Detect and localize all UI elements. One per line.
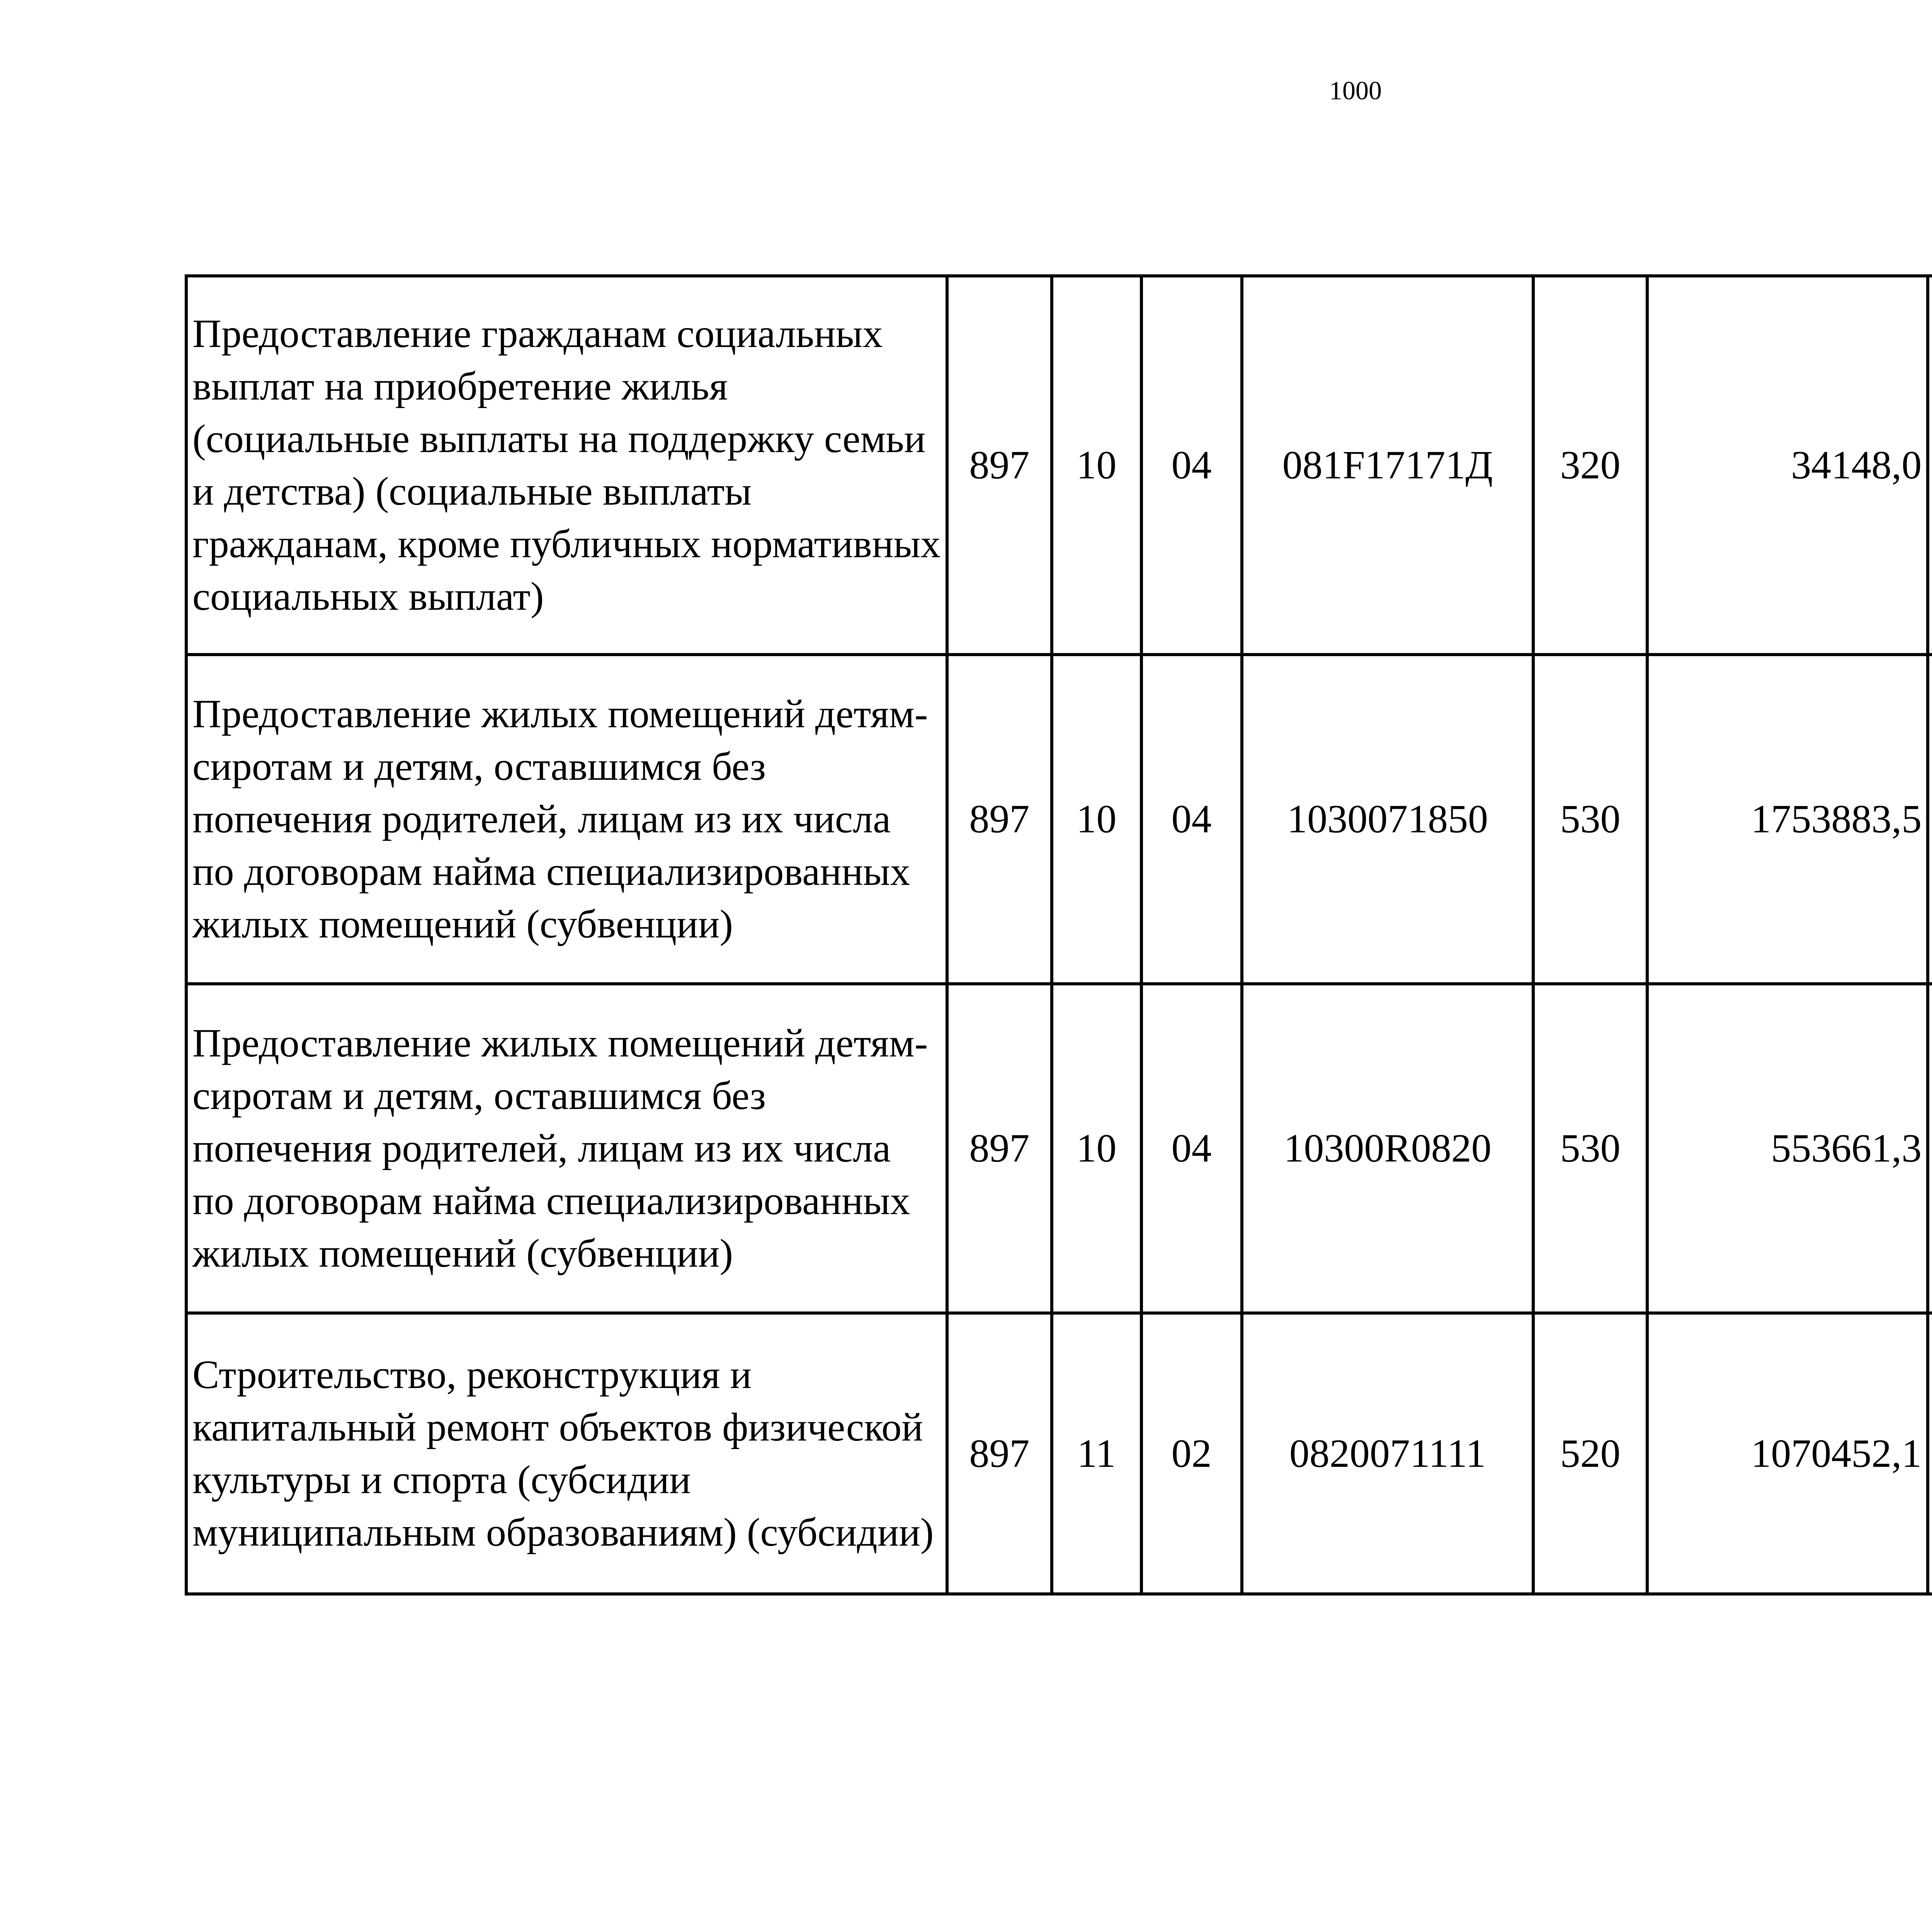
amount-year-1-cell: 1070452,1: [1647, 1313, 1928, 1594]
expense-type-cell: 530: [1533, 655, 1647, 984]
section-code-cell: 10: [1052, 655, 1141, 984]
target-article-cell: 1030071850: [1242, 655, 1534, 984]
amount-year-2-cell: [1928, 655, 1932, 984]
subsection-code-cell: 04: [1141, 276, 1242, 655]
subsection-code-cell: 02: [1141, 1313, 1242, 1594]
target-article-cell: 081F17171Д: [1242, 276, 1534, 655]
ministry-code-cell: 897: [947, 1313, 1051, 1594]
amount-year-1-cell: 34148,0: [1647, 276, 1928, 655]
expense-type-cell: 320: [1533, 276, 1647, 655]
table-row: [186, 984, 1932, 1313]
expense-type-cell: 530: [1533, 984, 1647, 1313]
expense-name-cell: Предоставление гражданам социальных выплат на приобретение жилья (социальные выплаты на поддержку семьи и детства) (социальные выплаты гражданам, кроме публичных нормативных социальных выплат): [186, 276, 947, 655]
budget-table: [185, 274, 1932, 1596]
subsection-code-cell: 04: [1141, 655, 1242, 984]
ministry-code-cell: 897: [947, 984, 1051, 1313]
expense-name-cell: Строительство, реконструкция и капитальный ремонт объектов физической культуры и спорта (субсидии муниципальным образованиям) (субсидии): [186, 1313, 947, 1594]
table-row: [186, 276, 1932, 655]
page-number: 1000: [1329, 76, 1382, 105]
table-row: [186, 1313, 1932, 1594]
subsection-code-cell: 04: [1141, 984, 1242, 1313]
ministry-code-cell: 897: [947, 276, 1051, 655]
target-article-cell: 10300R0820: [1242, 984, 1534, 1313]
amount-year-2-cell: [1928, 1313, 1932, 1594]
expense-name-cell: Предоставление жилых помещений детям-сиротам и детям, оставшимся без попечения родителей, лицам из их числа по договорам найма специализированных жилых помещений (субвенции): [186, 655, 947, 984]
amount-year-2-cell: [1928, 276, 1932, 655]
target-article-cell: 0820071111: [1242, 1313, 1534, 1594]
section-code-cell: 10: [1052, 984, 1141, 1313]
amount-year-1-cell: 1753883,5: [1647, 655, 1928, 984]
expense-name-cell: Предоставление жилых помещений детям-сиротам и детям, оставшимся без попечения родителей, лицам из их числа по договорам найма специализированных жилых помещений (субвенции): [186, 984, 947, 1313]
section-code-cell: 11: [1052, 1313, 1141, 1594]
amount-year-1-cell: 553661,3: [1647, 984, 1928, 1313]
amount-year-2-cell: [1928, 984, 1932, 1313]
table-row: [186, 655, 1932, 984]
ministry-code-cell: 897: [947, 655, 1051, 984]
expense-type-cell: 520: [1533, 1313, 1647, 1594]
section-code-cell: 10: [1052, 276, 1141, 655]
